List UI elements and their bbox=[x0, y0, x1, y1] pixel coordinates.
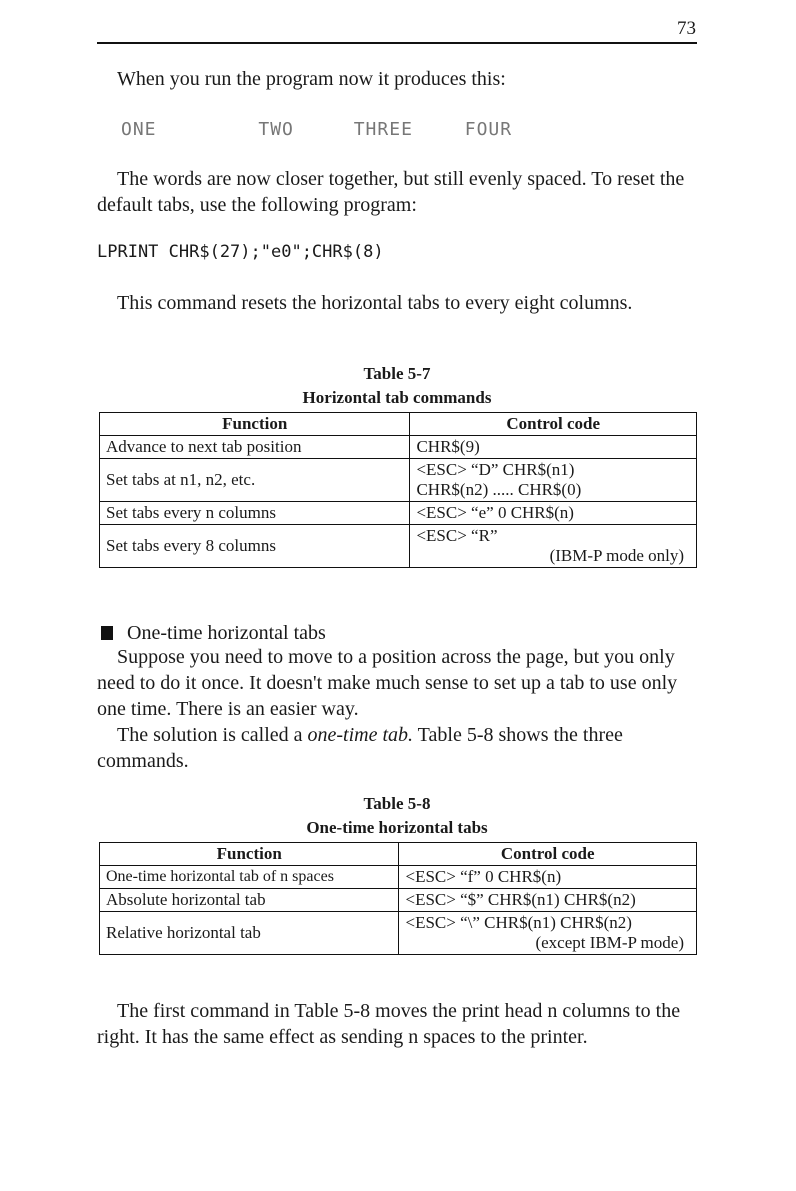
code-text: <ESC> “f” 0 CHR$(n) bbox=[405, 867, 562, 886]
header-function: Function bbox=[100, 413, 410, 436]
header-function: Function bbox=[100, 843, 399, 866]
bullet-square-icon bbox=[101, 626, 113, 640]
table-row bbox=[100, 866, 697, 889]
table-row bbox=[100, 525, 697, 568]
code-text: <ESC> “e” 0 CHR$(n) bbox=[416, 503, 574, 522]
cell-code bbox=[410, 436, 697, 459]
code-text: <ESC> “R” bbox=[416, 526, 498, 545]
header-control-code: Control code bbox=[410, 413, 697, 436]
output-word: ONE bbox=[121, 119, 157, 140]
code-text: <ESC> “$” CHR$(n1) CHR$(n2) bbox=[405, 890, 636, 909]
cell-function: Advance to next tab position bbox=[100, 436, 410, 459]
cell-function: One-time horizontal tab of n spaces bbox=[100, 866, 399, 889]
cell-code bbox=[410, 525, 697, 568]
paragraph-suppose: Suppose you need to move to a position across the page, but you only need to do it once. It doesn't make much sense to set up a tab to use only one time. There is an easier way. bbox=[97, 646, 678, 720]
code-text-continued: CHR$(n2) ..... CHR$(0) bbox=[416, 480, 582, 499]
table-row bbox=[100, 436, 697, 459]
cell-code bbox=[399, 912, 697, 955]
code-text: <ESC> “D” CHR$(n1) bbox=[416, 460, 575, 479]
table2-number: Table 5-8 bbox=[363, 794, 431, 813]
table1-number: Table 5-7 bbox=[363, 364, 431, 383]
code-note: (IBM-P mode only) bbox=[549, 546, 684, 565]
table-header-row bbox=[100, 413, 697, 436]
cell-function: Set tabs every 8 columns bbox=[100, 525, 410, 568]
paragraph-solution bbox=[97, 722, 697, 774]
code-text: <ESC> “\” CHR$(n1) CHR$(n2) bbox=[405, 913, 632, 932]
code-line: LPRINT CHR$(27);"e0";CHR$(8) bbox=[97, 242, 384, 262]
table-row bbox=[100, 912, 697, 955]
cell-code bbox=[410, 459, 697, 502]
text-run: The solution is called a bbox=[117, 724, 308, 746]
table-row bbox=[100, 502, 697, 525]
section-heading-text: One-time horizontal tabs bbox=[127, 622, 326, 644]
emphasis-term: one-time tab. bbox=[307, 724, 414, 746]
header-rule bbox=[97, 42, 697, 44]
table2-title: One-time horizontal tabs bbox=[306, 818, 488, 837]
cell-code bbox=[399, 889, 697, 912]
table-one-time-horizontal-tabs bbox=[99, 842, 697, 955]
table-row bbox=[100, 889, 697, 912]
cell-function: Relative horizontal tab bbox=[100, 912, 399, 955]
table-horizontal-tab-commands bbox=[99, 412, 697, 568]
table1-title: Horizontal tab commands bbox=[302, 388, 492, 407]
header-control-code: Control code bbox=[399, 843, 697, 866]
table-row bbox=[100, 459, 697, 502]
paragraph-closer: The words are now closer together, but still evenly spaced. To reset the default tabs, use the following program: bbox=[97, 168, 685, 216]
cell-function: Set tabs at n1, n2, etc. bbox=[100, 459, 410, 502]
cell-function: Set tabs every n columns bbox=[100, 502, 410, 525]
output-word: FOUR bbox=[464, 119, 513, 140]
cell-code bbox=[399, 866, 697, 889]
cell-function: Absolute horizontal tab bbox=[100, 889, 399, 912]
code-text: CHR$(9) bbox=[416, 437, 480, 456]
paragraph-first-command: The first command in Table 5-8 moves the print head n columns to the right. It has the same effect as sending n spaces to the printer. bbox=[97, 1000, 681, 1048]
section-heading bbox=[101, 620, 326, 646]
paragraph-intro: When you run the program now it produces this: bbox=[117, 68, 506, 90]
paragraph-reset: This command resets the horizontal tabs to every eight columns. bbox=[117, 292, 633, 314]
table-header-row bbox=[100, 843, 697, 866]
text-run: Table 5-8 shows the three commands. bbox=[97, 724, 623, 772]
output-word: TWO bbox=[258, 119, 294, 140]
page-number: 73 bbox=[677, 18, 696, 39]
cell-code bbox=[410, 502, 697, 525]
code-note: (except IBM-P mode) bbox=[535, 933, 684, 952]
output-word: THREE bbox=[353, 119, 413, 140]
dot-matrix-output bbox=[121, 119, 512, 140]
